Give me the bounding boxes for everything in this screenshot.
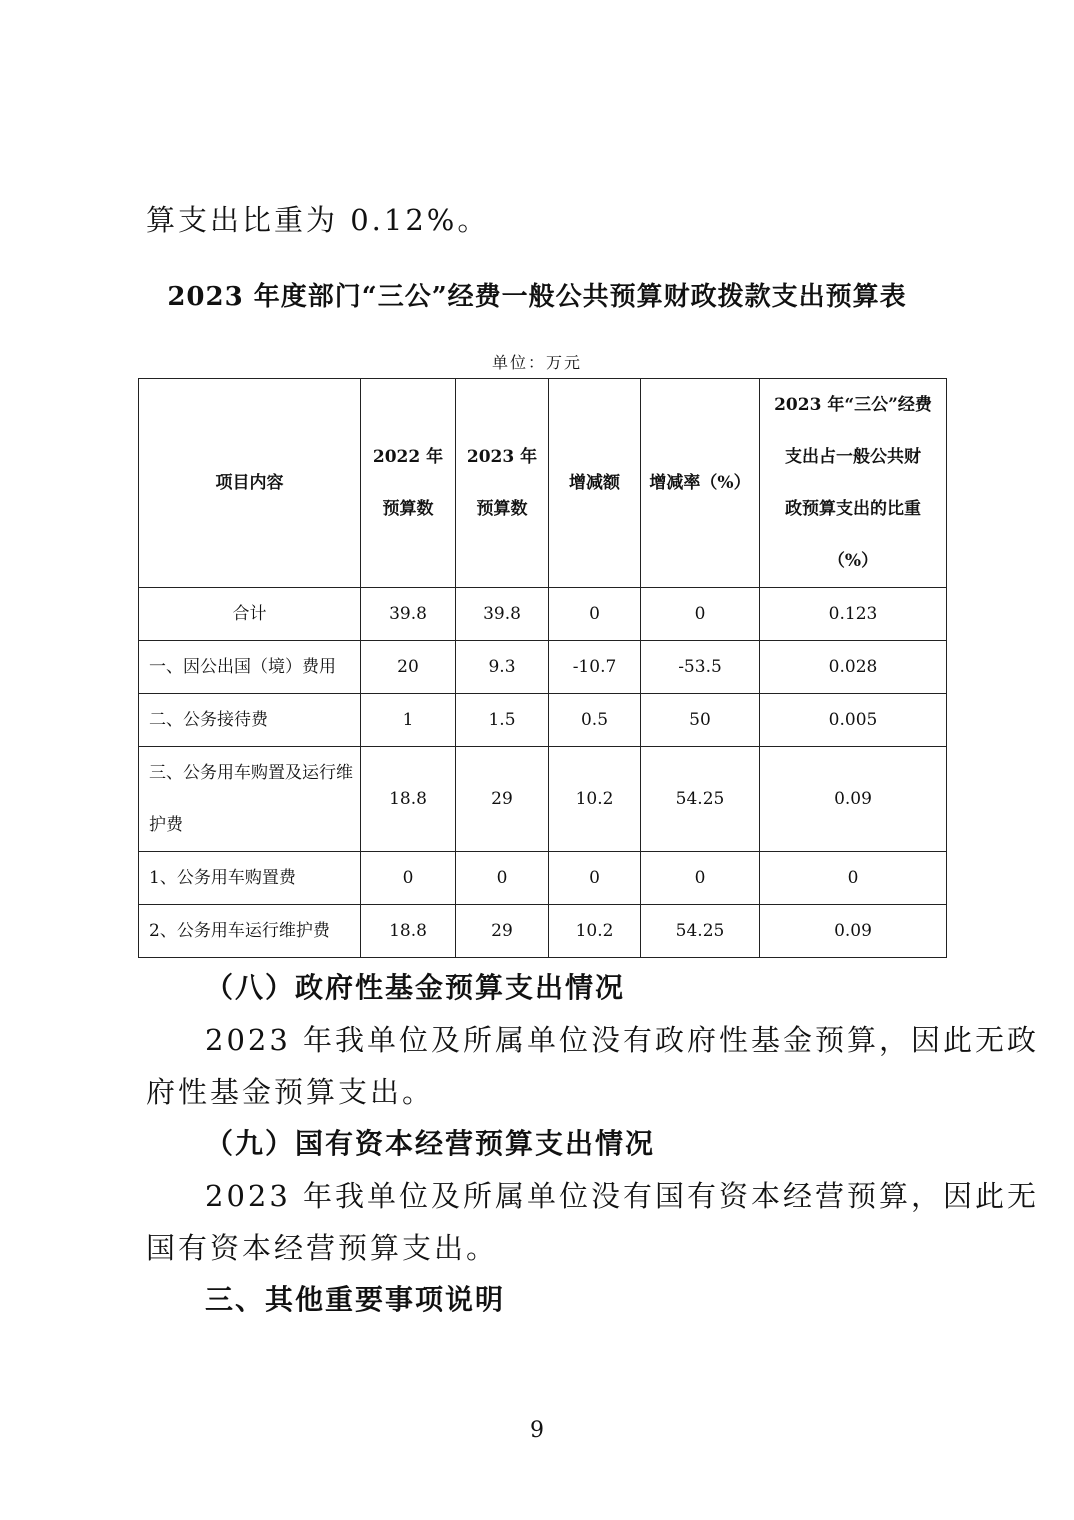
cell-change: 0 xyxy=(549,852,641,905)
cell-rate: 0 xyxy=(641,588,760,641)
cell-b2023: 0 xyxy=(456,852,549,905)
cell-item: 二、公务接待费 xyxy=(139,694,361,747)
header-budget-2023: 2023 年 预算数 xyxy=(456,379,549,588)
cell-item: 2、公务用车运行维护费 xyxy=(139,905,361,958)
cell-b2022: 39.8 xyxy=(361,588,456,641)
section-8-paragraph-line1: 2023 年我单位及所属单位没有政府性基金预算，因此无政 xyxy=(205,1023,1040,1057)
cell-ratio: 0.005 xyxy=(760,694,947,747)
table-header-row xyxy=(139,379,947,588)
section-9-heading: （九）国有资本经营预算支出情况 xyxy=(205,1127,656,1160)
budget-table xyxy=(138,378,947,958)
unit-label: 单位：万元 xyxy=(491,353,582,372)
cell-ratio: 0.09 xyxy=(760,905,947,958)
table-row xyxy=(139,852,947,905)
header-change: 增减额 xyxy=(549,379,641,588)
section-8-paragraph-line2: 府性基金预算支出。 xyxy=(146,1075,435,1109)
header-budget-2022: 2022 年 预算数 xyxy=(361,379,456,588)
cell-b2023: 29 xyxy=(456,905,549,958)
cell-b2023: 29 xyxy=(456,747,549,852)
cell-change: -10.7 xyxy=(549,641,641,694)
table-row xyxy=(139,694,947,747)
cell-ratio: 0 xyxy=(760,852,947,905)
table-row xyxy=(139,747,947,852)
cell-item: 1、公务用车购置费 xyxy=(139,852,361,905)
cell-rate: 54.25 xyxy=(641,905,760,958)
cell-b2022: 18.8 xyxy=(361,905,456,958)
header-item: 项目内容 xyxy=(139,379,361,588)
cell-ratio: 0.09 xyxy=(760,747,947,852)
cell-change: 0.5 xyxy=(549,694,641,747)
table-row-total xyxy=(139,588,947,641)
section-9-paragraph-line1: 2023 年我单位及所属单位没有国有资本经营预算，因此无 xyxy=(205,1179,1040,1213)
cell-item: 合计 xyxy=(139,588,361,641)
header-change-rate: 增减率（%） xyxy=(641,379,760,588)
cell-ratio: 0.028 xyxy=(760,641,947,694)
cell-b2023: 39.8 xyxy=(456,588,549,641)
section-3-heading: 三、其他重要事项说明 xyxy=(205,1283,506,1316)
cell-b2022: 0 xyxy=(361,852,456,905)
cell-change: 10.2 xyxy=(549,747,641,852)
section-8-heading: （八）政府性基金预算支出情况 xyxy=(205,971,626,1004)
page-number: 9 xyxy=(530,1418,544,1443)
cell-item: 三、公务用车购置及运行维护费 xyxy=(139,747,361,852)
cell-change: 0 xyxy=(549,588,641,641)
header-ratio: 2023 年“三公”经费 支出占一般公共财 政预算支出的比重 （%） xyxy=(760,379,947,588)
cell-b2022: 20 xyxy=(361,641,456,694)
table-row xyxy=(139,641,947,694)
paragraph-continuation: 算支出比重为 0.12%。 xyxy=(146,203,490,237)
cell-b2023: 1.5 xyxy=(456,694,549,747)
table-row xyxy=(139,905,947,958)
cell-b2022: 1 xyxy=(361,694,456,747)
table-title: 2023 年度部门“三公”经费一般公共预算财政拨款支出预算表 xyxy=(167,282,907,312)
cell-item: 一、因公出国（境）费用 xyxy=(139,641,361,694)
cell-b2022: 18.8 xyxy=(361,747,456,852)
section-9-paragraph-line2: 国有资本经营预算支出。 xyxy=(146,1231,499,1265)
cell-rate: 54.25 xyxy=(641,747,760,852)
cell-b2023: 9.3 xyxy=(456,641,549,694)
cell-rate: -53.5 xyxy=(641,641,760,694)
cell-ratio: 0.123 xyxy=(760,588,947,641)
cell-rate: 0 xyxy=(641,852,760,905)
cell-rate: 50 xyxy=(641,694,760,747)
cell-change: 10.2 xyxy=(549,905,641,958)
